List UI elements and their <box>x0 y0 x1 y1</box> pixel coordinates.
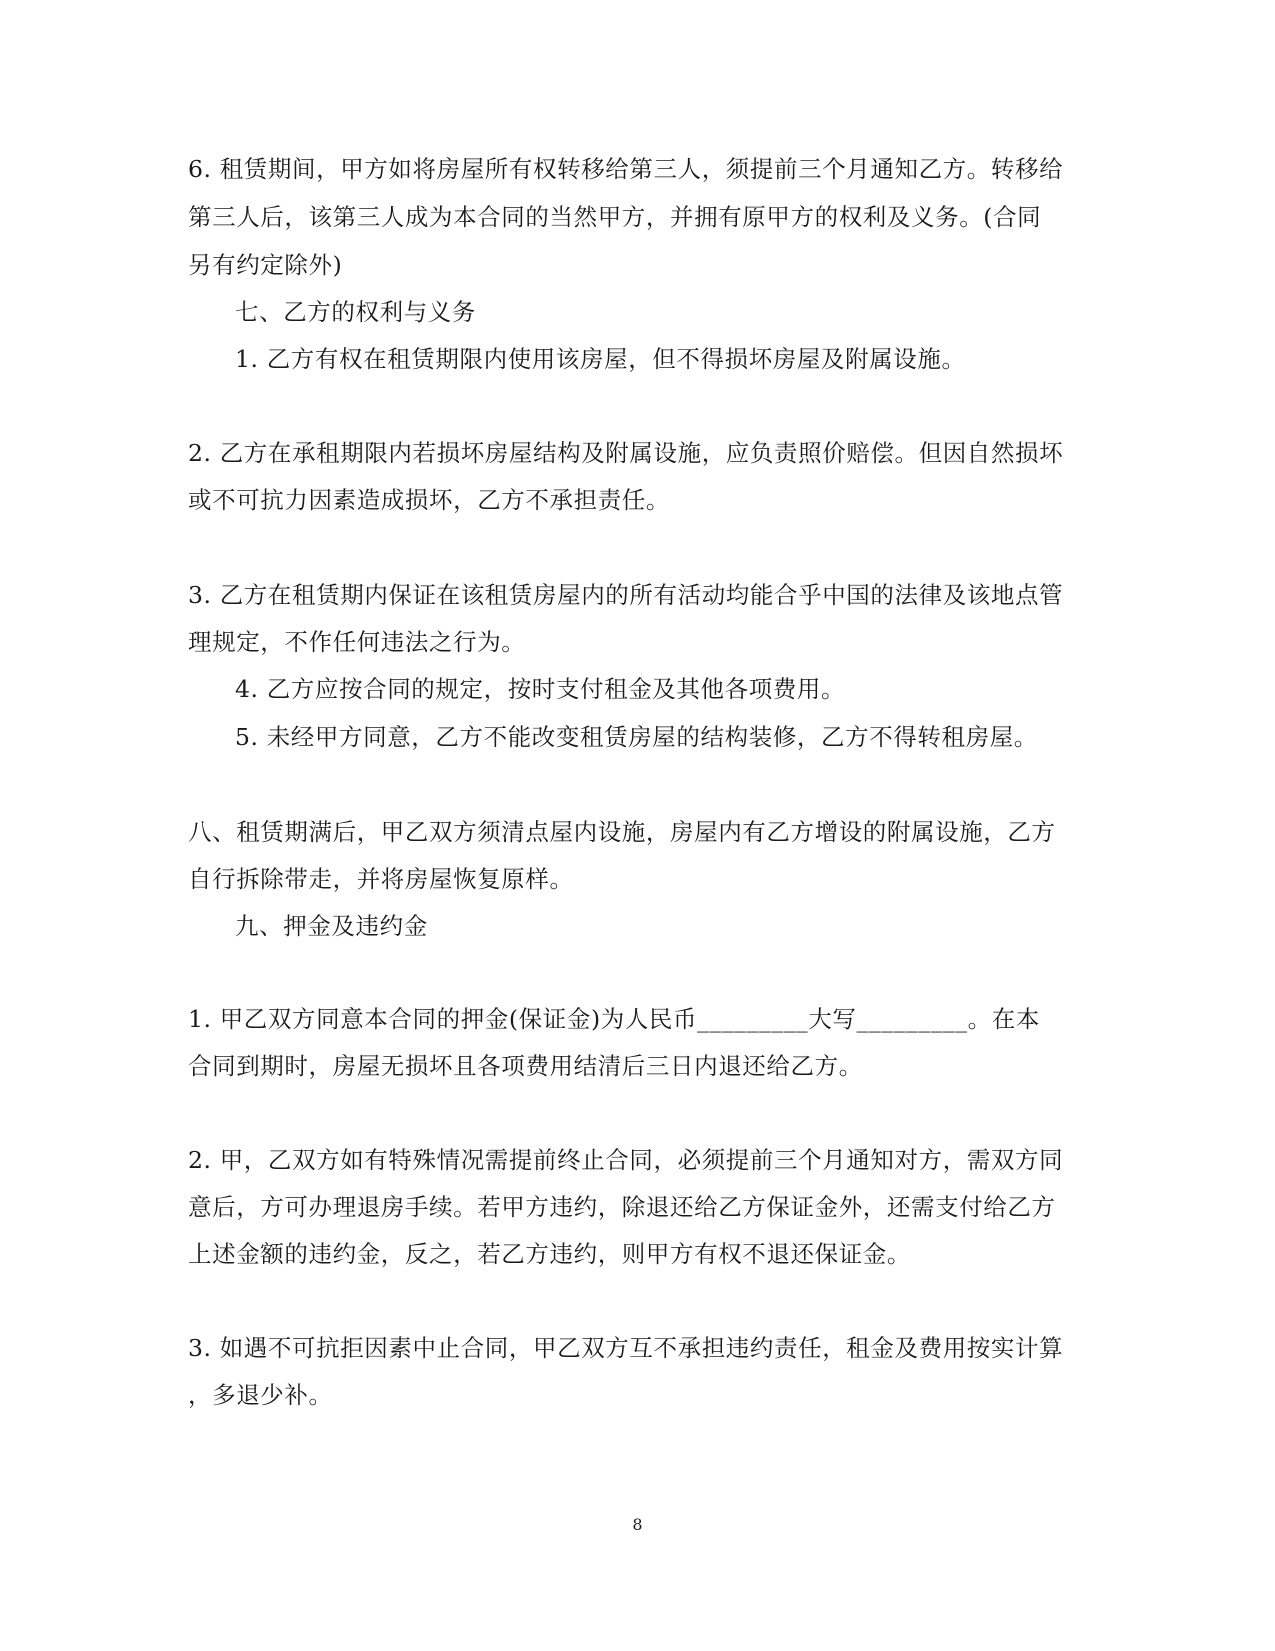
section-9-item-1-line-1: 1. 甲乙双方同意本合同的押金(保证金)为人民币_________大写_________。在本 <box>188 1005 1040 1033</box>
section-7-item-3-line-2: 理规定，不作任何违法之行为。 <box>188 628 526 656</box>
section-7-item-3-line-1: 3. 乙方在租赁期内保证在该租赁房屋内的所有活动均能合乎中国的法律及该地点管 <box>188 581 1064 609</box>
section-8-line-2: 自行拆除带走，并将房屋恢复原样。 <box>188 865 574 893</box>
section-9-item-2-line-2: 意后，方可办理退房手续。若甲方违约，除退还给乙方保证金外，还需支付给乙方 <box>188 1193 1056 1221</box>
clause-6-line-2: 第三人后，该第三人成为本合同的当然甲方，并拥有原甲方的权利及义务。(合同 <box>188 203 1042 231</box>
section-9-item-1-line-2: 合同到期时，房屋无损坏且各项费用结清后三日内退还给乙方。 <box>188 1052 863 1080</box>
section-9-item-3-line-2: ，多退少补。 <box>188 1381 333 1409</box>
section-7-item-2-line-2: 或不可抗力因素造成损坏，乙方不承担责任。 <box>188 486 670 514</box>
section-9-item-3-line-1: 3. 如遇不可抗拒因素中止合同，甲乙双方互不承担违约责任，租金及费用按实计算 <box>188 1334 1064 1362</box>
clause-6-line-3: 另有约定除外) <box>188 251 343 279</box>
page-number: 8 <box>632 1515 643 1534</box>
section-9-item-2-line-3: 上述金额的违约金，反之，若乙方违约，则甲方有权不退还保证金。 <box>188 1240 911 1268</box>
section-9-heading: 九、押金及违约金 <box>235 912 428 940</box>
section-7-item-1: 1. 乙方有权在租赁期限内使用该房屋，但不得损坏房屋及附属设施。 <box>235 345 966 373</box>
section-7-item-2-line-1: 2. 乙方在承租期限内若损坏房屋结构及附属设施，应负责照价赔偿。但因自然损坏 <box>188 439 1064 467</box>
section-7-item-5: 5. 未经甲方同意，乙方不能改变租赁房屋的结构装修，乙方不得转租房屋。 <box>235 723 1038 751</box>
section-9-item-2-line-1: 2. 甲，乙双方如有特殊情况需提前终止合同，必须提前三个月通知对方，需双方同 <box>188 1146 1064 1174</box>
clause-6-line-1: 6. 租赁期间，甲方如将房屋所有权转移给第三人，须提前三个月通知乙方。转移给 <box>188 155 1064 183</box>
section-7-heading: 七、乙方的权利与义务 <box>235 298 476 326</box>
section-8-line-1: 八、租赁期满后，甲乙双方须清点屋内设施，房屋内有乙方增设的附属设施，乙方 <box>188 818 1056 846</box>
section-7-item-4: 4. 乙方应按合同的规定，按时支付租金及其他各项费用。 <box>235 675 846 703</box>
